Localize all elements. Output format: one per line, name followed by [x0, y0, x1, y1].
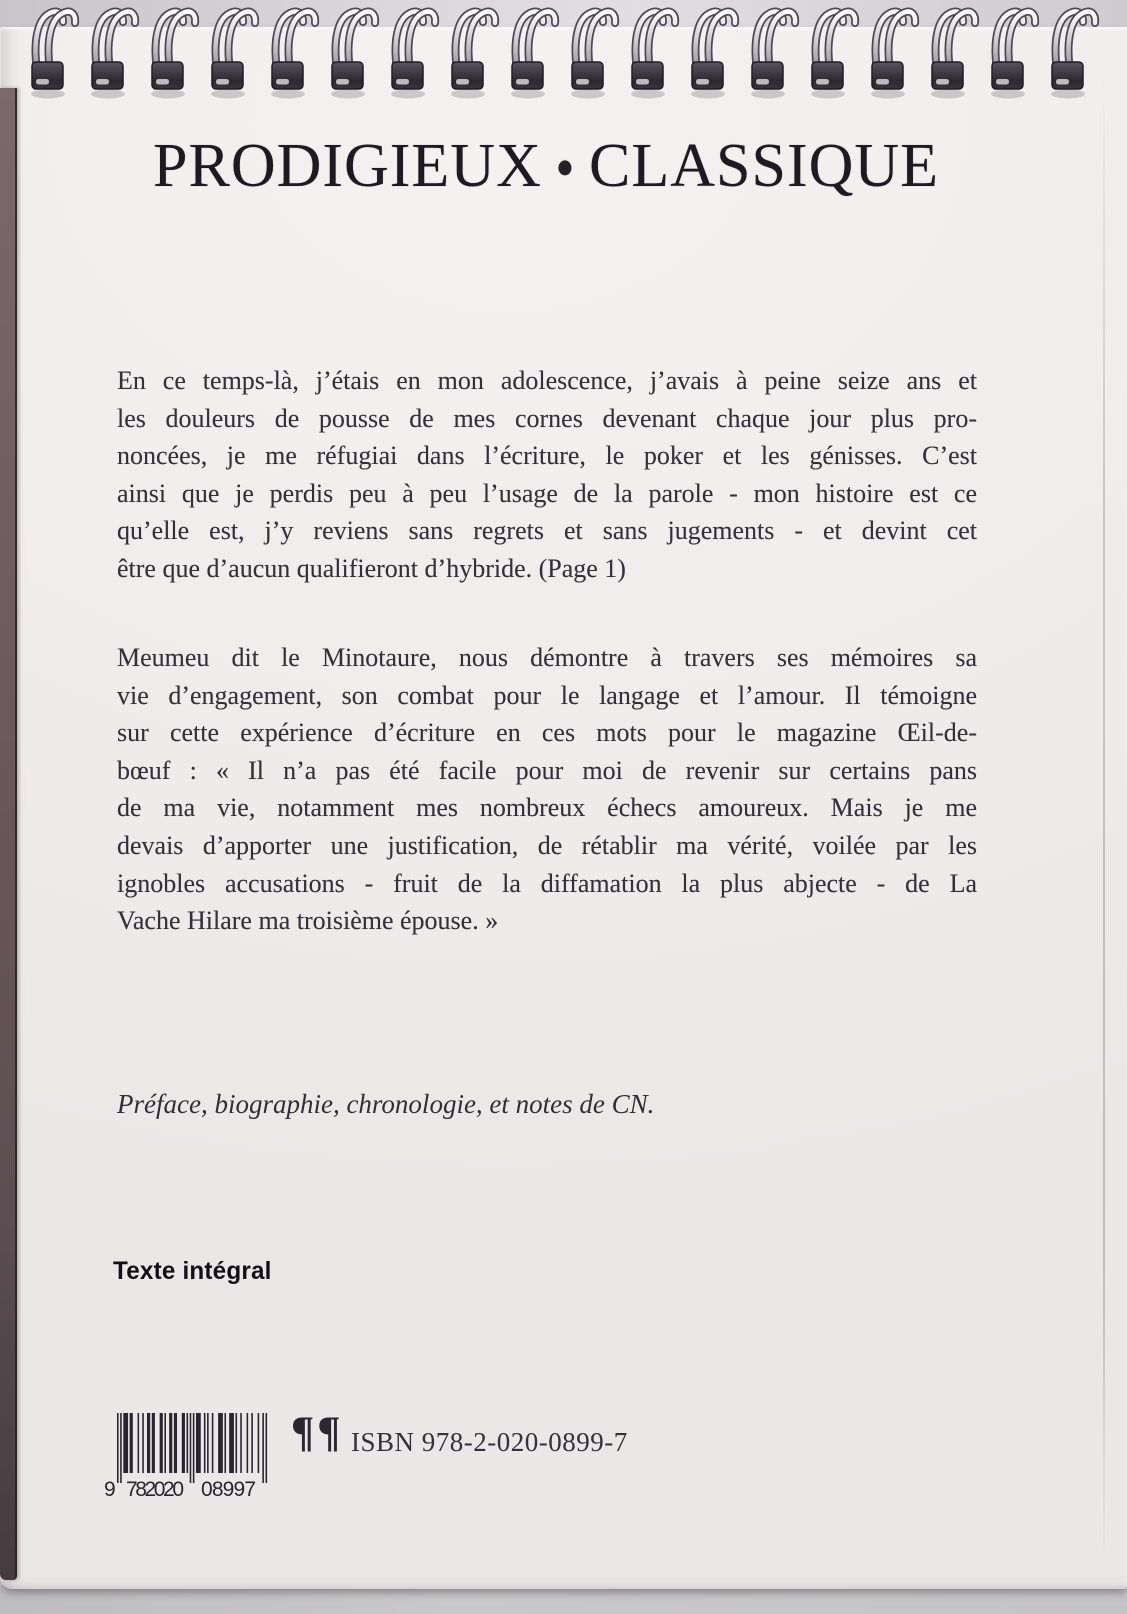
text-line: les douleurs de pousse de mes cornes devenant chaque jour plus pro- [117, 403, 977, 433]
text-line: ainsi que je perdis peu à peu l’usage de la parole - mon histoire est ce [117, 478, 977, 508]
spiral-coil-icon [20, 4, 76, 100]
credit-line: Préface, biographie, chronologie, et notes de CN. [117, 1089, 655, 1119]
barcode-digits-group1: 782020 [126, 1478, 184, 1501]
title-banner [20, 130, 1072, 203]
barcode-digit-lead: 9 [104, 1478, 116, 1501]
text-line: devais d’apporter une justification, de rétablir ma vérité, voilée par les [117, 830, 977, 860]
text-line: sur cette expérience d’écriture en ces mots pour le magazine Œil-de- [117, 718, 977, 748]
spiral-coil-icon [200, 4, 256, 100]
text-line: En ce temps-là, j’étais en mon adolescence, j’avais à peine seize ans et [117, 366, 977, 395]
spiral-coil-icon [380, 4, 436, 100]
spiral-coil-icon [260, 4, 316, 100]
text-line: être que d’aucun qualifieront d’hybride. (Page 1) [117, 553, 626, 583]
barcode-digits-group2: 08997 [201, 1478, 256, 1501]
backdrop-bottom [0, 1586, 1127, 1614]
notebook-back-cover [0, 27, 1127, 1589]
publisher-pilcrow-icon: ¶¶ [291, 1409, 344, 1456]
spiral-coil-icon [320, 4, 376, 100]
spiral-coil-icon [800, 4, 856, 100]
spiral-coil-icon [860, 4, 916, 100]
edition-note: Texte intégral [113, 1257, 272, 1285]
spiral-coil-icon [140, 4, 196, 100]
spiral-coil-icon [620, 4, 676, 100]
page-stack-edge [1103, 67, 1105, 1571]
spiral-coil-icon [440, 4, 496, 100]
spiral-coil-icon [740, 4, 796, 100]
text-line: noncées, je me réfugiai dans l’écriture, le poker et les génisses. C’est [117, 441, 977, 471]
text-line: Vache Hilare ma troisième épouse. » [117, 906, 499, 936]
text-line: ignobles accusations - fruit de la diffamation la plus abjecte - de La [117, 868, 977, 898]
title-separator-dot: ● [555, 147, 575, 186]
text-line: de ma vie, notamment mes nombreux échecs amoureux. Mais je me [117, 793, 977, 823]
spiral-coil-icon [560, 4, 616, 100]
spiral-coil-icon [500, 4, 556, 100]
text-line: Meumeu dit le Minotaure, nous démontre à travers ses mémoires sa [117, 643, 977, 672]
spiral-coil-icon [680, 4, 736, 100]
isbn-label: ISBN 978-2-020-0899-7 [351, 1427, 628, 1457]
review-paragraph [117, 639, 977, 940]
cover-spine-edge [0, 88, 17, 1580]
barcode-bars [117, 1413, 267, 1483]
text-line: qu’elle est, j’y reviens sans regrets et sans jugements - et devint cet [117, 516, 977, 546]
spiral-coil-icon [1040, 4, 1096, 100]
spiral-coil-icon [920, 4, 976, 100]
excerpt-paragraph [117, 362, 977, 588]
ean-barcode [103, 1413, 273, 1501]
title-word-right: CLASSIQUE [588, 132, 940, 200]
spiral-coil-icon [980, 4, 1036, 100]
spiral-coil-icon [80, 4, 136, 100]
text-line: vie d’engagement, son combat pour le langage et l’amour. Il témoigne [117, 680, 977, 710]
title-word-left: PRODIGIEUX [152, 132, 542, 200]
text-line: bœuf : « Il n’a pas été facile pour moi de revenir sur certains pans [117, 755, 977, 785]
